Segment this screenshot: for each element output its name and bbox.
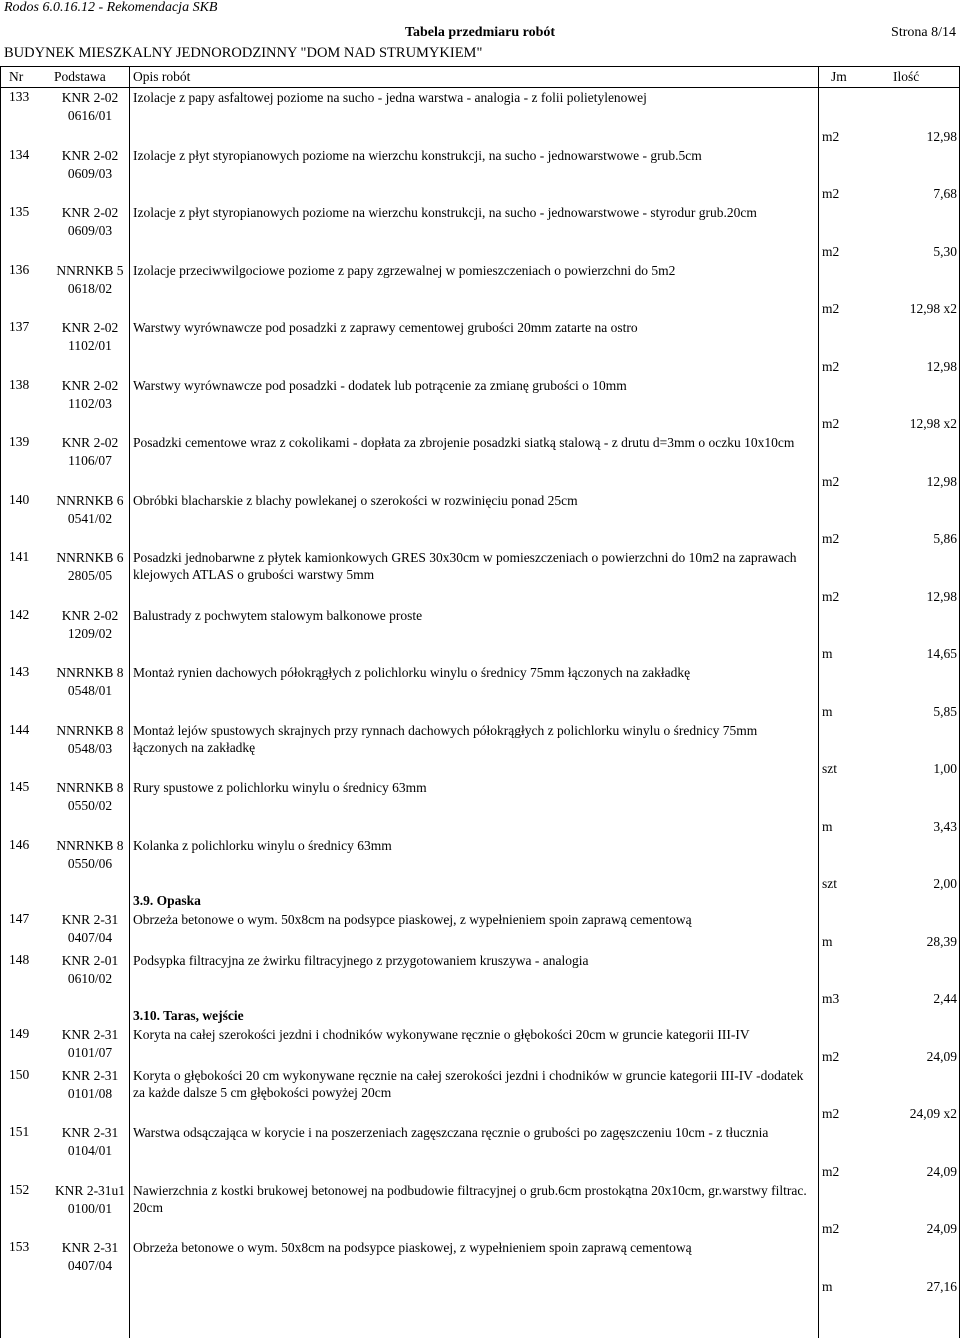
basis-subcode: 0618/02 [67, 280, 113, 296]
basis-code: KNR 2-02 [61, 607, 119, 623]
item-unit: m2 [822, 1106, 840, 1121]
table-row [0, 317, 960, 375]
basis-subcode: 1102/03 [68, 395, 112, 411]
item-number: 142 [9, 606, 30, 622]
item-unit: m [822, 646, 833, 661]
item-quantity: 3,43 [933, 818, 957, 834]
table-row [0, 1122, 960, 1180]
item-quantity: 24,09 [926, 1163, 957, 1179]
basis-code: NNRNKB 5 [56, 262, 124, 278]
basis-code: NNRNKB 8 [56, 780, 124, 795]
basis-code: NNRNKB 8 [56, 837, 124, 853]
item-basis [50, 262, 130, 298]
basis-code: KNR 2-31 [61, 1240, 119, 1255]
table-row [0, 145, 960, 203]
item-unit: m2 [822, 358, 840, 374]
item-basis [50, 434, 130, 470]
item-description: Koryta o głębokości 20 cm wykonywane ręcznie na całej szerokości jezdni i chodników w gruncie kategorii III-IV -dodatek za każde dalsze 5 cm głębokości powyżej 20cm [133, 1067, 804, 1100]
item-basis [50, 952, 130, 988]
item-description: Warstwy wyrównawcze pod posadzki z zaprawy cementowej grubości 20mm zatarte na ostro [133, 320, 638, 335]
basis-subcode: 0609/03 [67, 165, 113, 181]
table-title: Tabela przedmiaru robót [404, 25, 556, 40]
basis-code: KNR 2-02 [61, 320, 119, 335]
item-unit: m2 [822, 243, 840, 259]
basis-code: KNR 2-01 [61, 952, 119, 968]
item-basis [50, 779, 130, 815]
item-quantity: 12,98 x2 [909, 301, 957, 316]
basis-subcode: 0100/01 [67, 1200, 113, 1216]
item-unit: m2 [822, 1048, 840, 1064]
item-description: Montaż lejów spustowych skrajnych przy rynnach dachowych półokrągłych z polichlorku winylu o średnicy 75mm łączonych na zakładkę [133, 722, 758, 755]
item-basis [50, 492, 130, 528]
item-basis [50, 1182, 130, 1218]
table-row [0, 260, 960, 318]
item-unit: m2 [822, 1163, 840, 1179]
item-quantity: 5,30 [933, 243, 957, 259]
basis-code: KNR 2-02 [61, 90, 119, 105]
item-number: 144 [9, 721, 30, 737]
section-heading [0, 892, 960, 909]
item-number: 136 [9, 261, 30, 277]
basis-code: NNRNKB 6 [56, 492, 124, 508]
basis-code: KNR 2-02 [61, 377, 119, 393]
page-number: Strona 8/14 [891, 25, 956, 40]
item-description: Posadzki cementowe wraz z cokolikami - dopłata za zbrojenie posadzki siatką stalową - z drutu d=3mm o oczku 10x10cm [133, 435, 795, 450]
item-description: Balustrady z pochwytem stalowym balkonowe proste [133, 607, 423, 623]
item-basis [50, 204, 130, 240]
item-quantity: 5,85 [933, 703, 957, 719]
item-quantity: 12,98 x2 [909, 416, 957, 431]
basis-code: KNR 2-31 [61, 912, 119, 927]
item-quantity: 24,09 [926, 1048, 957, 1064]
section-heading [0, 1007, 960, 1024]
table-row [0, 1237, 960, 1295]
building-name: BUDYNEK MIESZKALNY JEDNORODZINNY "DOM NAD STRUMYKIEM" [4, 45, 483, 61]
item-number: 146 [9, 836, 30, 852]
items-table [0, 87, 960, 1295]
item-unit: m2 [822, 301, 840, 316]
basis-subcode: 0104/01 [67, 1143, 113, 1158]
basis-subcode: 0407/04 [67, 930, 113, 945]
item-basis [50, 664, 130, 700]
basis-subcode: 0616/01 [67, 108, 113, 123]
table-row [0, 720, 960, 778]
item-quantity: 12,98 [926, 588, 957, 604]
table-row [0, 835, 960, 893]
item-basis [50, 549, 130, 585]
item-basis [50, 837, 130, 873]
basis-subcode: 0101/07 [67, 1045, 113, 1060]
item-quantity: 14,65 [926, 646, 957, 661]
basis-subcode: 1102/01 [68, 338, 112, 353]
item-number: 147 [9, 911, 30, 926]
basis-subcode: 1106/07 [68, 453, 112, 468]
item-basis [50, 1239, 130, 1275]
item-basis [50, 89, 130, 125]
col-nr: Nr [9, 69, 24, 84]
item-number: 150 [9, 1066, 30, 1082]
item-unit: m2 [822, 186, 840, 201]
item-description: Posadzki jednobarwne z płytek kamionkowych GRES 30x30cm w pomieszczeniach o powierzchni do 10m2 na zaprawach klejowych ATLAS o grubości warstwy 5mm [133, 550, 797, 582]
section-title: 3.10. Taras, wejście [133, 1008, 244, 1023]
item-description: Rury spustowe z polichlorku winylu o średnicy 63mm [133, 780, 427, 795]
item-description: Obrzeża betonowe o wym. 50x8cm na podsypce piaskowej, z wypełnieniem spoin zaprawą cementową [133, 1240, 692, 1255]
item-number: 149 [9, 1026, 30, 1041]
basis-code: KNR 2-02 [61, 435, 119, 450]
basis-code: NNRNKB 8 [56, 665, 124, 680]
item-basis [50, 1026, 130, 1062]
item-number: 152 [9, 1181, 30, 1197]
basis-subcode: 0548/01 [67, 683, 113, 698]
basis-subcode: 0541/02 [67, 510, 113, 526]
item-quantity: 2,44 [933, 991, 957, 1006]
item-number: 148 [9, 951, 30, 967]
item-quantity: 12,98 [926, 473, 957, 489]
item-unit: m [822, 1278, 833, 1294]
item-unit: m [822, 933, 833, 949]
item-description: Nawierzchnia z kostki brukowej betonowej na podbudowie filtracyjnej o grub.6cm prostokątna 20x10cm, gr.warstwy filtrac. 20cm [133, 1182, 807, 1215]
basis-subcode: 1209/02 [67, 625, 113, 641]
table-row [0, 490, 960, 548]
item-quantity: 7,68 [933, 186, 957, 201]
item-number: 141 [9, 549, 30, 564]
item-quantity: 2,00 [933, 876, 957, 891]
item-description: Montaż rynien dachowych półokrągłych z polichlorku winylu o średnicy 75mm łączonych na zakładkę [133, 665, 691, 680]
item-basis [50, 722, 130, 758]
basis-subcode: 2805/05 [67, 568, 113, 583]
item-unit: m2 [822, 416, 840, 431]
basis-code: KNR 2-31 [61, 1027, 119, 1042]
item-unit: m2 [822, 128, 840, 144]
item-basis [50, 1124, 130, 1160]
item-description: Izolacje z papy asfaltowej poziome na sucho - jedna warstwa - analogia - z folii polietylenowej [133, 90, 647, 105]
item-basis [50, 1067, 130, 1103]
item-number: 135 [9, 204, 30, 219]
col-unit: Jm [831, 69, 847, 84]
basis-subcode: 0548/03 [67, 740, 113, 756]
item-description: Obróbki blacharskie z blachy powlekanej o szerokości w rozwinięciu ponad 25cm [133, 492, 578, 508]
item-unit: szt [822, 761, 837, 776]
basis-code: KNR 2-31 [61, 1067, 119, 1083]
item-quantity: 27,16 [926, 1278, 957, 1294]
item-unit: m2 [822, 531, 840, 546]
item-description: Kolanka z polichlorku winylu o średnicy 63mm [133, 837, 392, 853]
table-row [0, 662, 960, 720]
basis-subcode: 0610/02 [67, 970, 113, 986]
item-description: Obrzeża betonowe o wym. 50x8cm na podsypce piaskowej, z wypełnieniem spoin zaprawą cementową [133, 912, 692, 927]
item-description: Warstwa odsączająca w korycie i na poszerzeniach zagęszczana ręcznie o grubości po zagęszczeniu 10cm - z tłucznia [133, 1125, 769, 1140]
item-quantity: 12,98 [926, 358, 957, 374]
app-title: Rodos 6.0.16.12 - Rekomendacja SKB [4, 0, 218, 15]
item-unit: m3 [822, 991, 840, 1006]
item-description: Izolacje przeciwwilgociowe poziome z papy zgrzewalnej w pomieszczeniach o powierzchni do 5m2 [133, 262, 676, 278]
col-qty: Ilość [893, 69, 920, 84]
table-row [0, 777, 960, 835]
item-number: 134 [9, 146, 30, 162]
basis-code: KNR 2-02 [61, 205, 119, 220]
table-row [0, 1065, 960, 1123]
section-title: 3.9. Opaska [133, 893, 201, 908]
item-quantity: 24,09 x2 [909, 1106, 957, 1121]
item-unit: m [822, 703, 833, 719]
basis-code: NNRNKB 6 [56, 550, 124, 565]
item-number: 153 [9, 1239, 30, 1254]
basis-code: NNRNKB 8 [56, 722, 124, 738]
table-row [0, 375, 960, 433]
table-row [0, 202, 960, 260]
item-unit: m [822, 818, 833, 834]
col-basis: Podstawa [54, 69, 106, 84]
basis-subcode: 0550/02 [67, 798, 113, 813]
item-number: 143 [9, 664, 30, 679]
table-row [0, 547, 960, 605]
basis-code: KNR 2-31 [61, 1125, 119, 1140]
item-number: 138 [9, 376, 30, 392]
col-desc: Opis robót [133, 69, 191, 84]
item-unit: m2 [822, 588, 840, 604]
item-quantity: 28,39 [926, 933, 957, 949]
item-description: Izolacje z płyt styropianowych poziome na wierzchu konstrukcji, na sucho - jednowarstwowe - styrodur grub.20cm [133, 205, 757, 220]
item-basis [50, 319, 130, 355]
table-row [0, 1180, 960, 1238]
column-header-row [0, 66, 960, 88]
item-basis [50, 147, 130, 183]
item-unit: m2 [822, 473, 840, 489]
basis-code: KNR 2-31u1 [54, 1182, 126, 1198]
item-number: 133 [9, 89, 30, 104]
table-row [0, 432, 960, 490]
basis-subcode: 0550/06 [67, 855, 113, 871]
basis-code: KNR 2-02 [61, 147, 119, 163]
basis-subcode: 0609/03 [67, 223, 113, 238]
item-number: 145 [9, 779, 30, 794]
item-number: 151 [9, 1124, 30, 1139]
item-quantity: 1,00 [933, 761, 957, 776]
table-row [0, 87, 960, 145]
basis-subcode: 0407/04 [67, 1258, 113, 1273]
basis-subcode: 0101/08 [67, 1085, 113, 1101]
item-quantity: 5,86 [933, 531, 957, 546]
table-row [0, 605, 960, 663]
item-quantity: 24,09 [926, 1221, 957, 1236]
item-basis [50, 911, 130, 947]
item-description: Warstwy wyrównawcze pod posadzki - dodatek lub potrącenie za zmianę grubości o 10mm [133, 377, 627, 393]
item-description: Koryta na całej szerokości jezdni i chodników wykonywane ręcznie o głębokości 20cm w gruncie kategorii III-IV [133, 1027, 750, 1042]
item-number: 137 [9, 319, 30, 334]
item-number: 139 [9, 434, 30, 449]
item-quantity: 12,98 [926, 128, 957, 144]
table-row [0, 909, 960, 950]
item-description: Podsypka filtracyjna ze żwirku filtracyjnego z przygotowaniem kruszywa - analogia [133, 952, 589, 968]
item-description: Izolacje z płyt styropianowych poziome na wierzchu konstrukcji, na sucho - jednowarstwowe - grub.5cm [133, 147, 702, 163]
table-row [0, 1024, 960, 1065]
table-row [0, 950, 960, 1008]
item-unit: m2 [822, 1221, 840, 1236]
item-number: 140 [9, 491, 30, 507]
item-unit: szt [822, 876, 837, 891]
item-basis [50, 377, 130, 413]
item-basis [50, 607, 130, 643]
